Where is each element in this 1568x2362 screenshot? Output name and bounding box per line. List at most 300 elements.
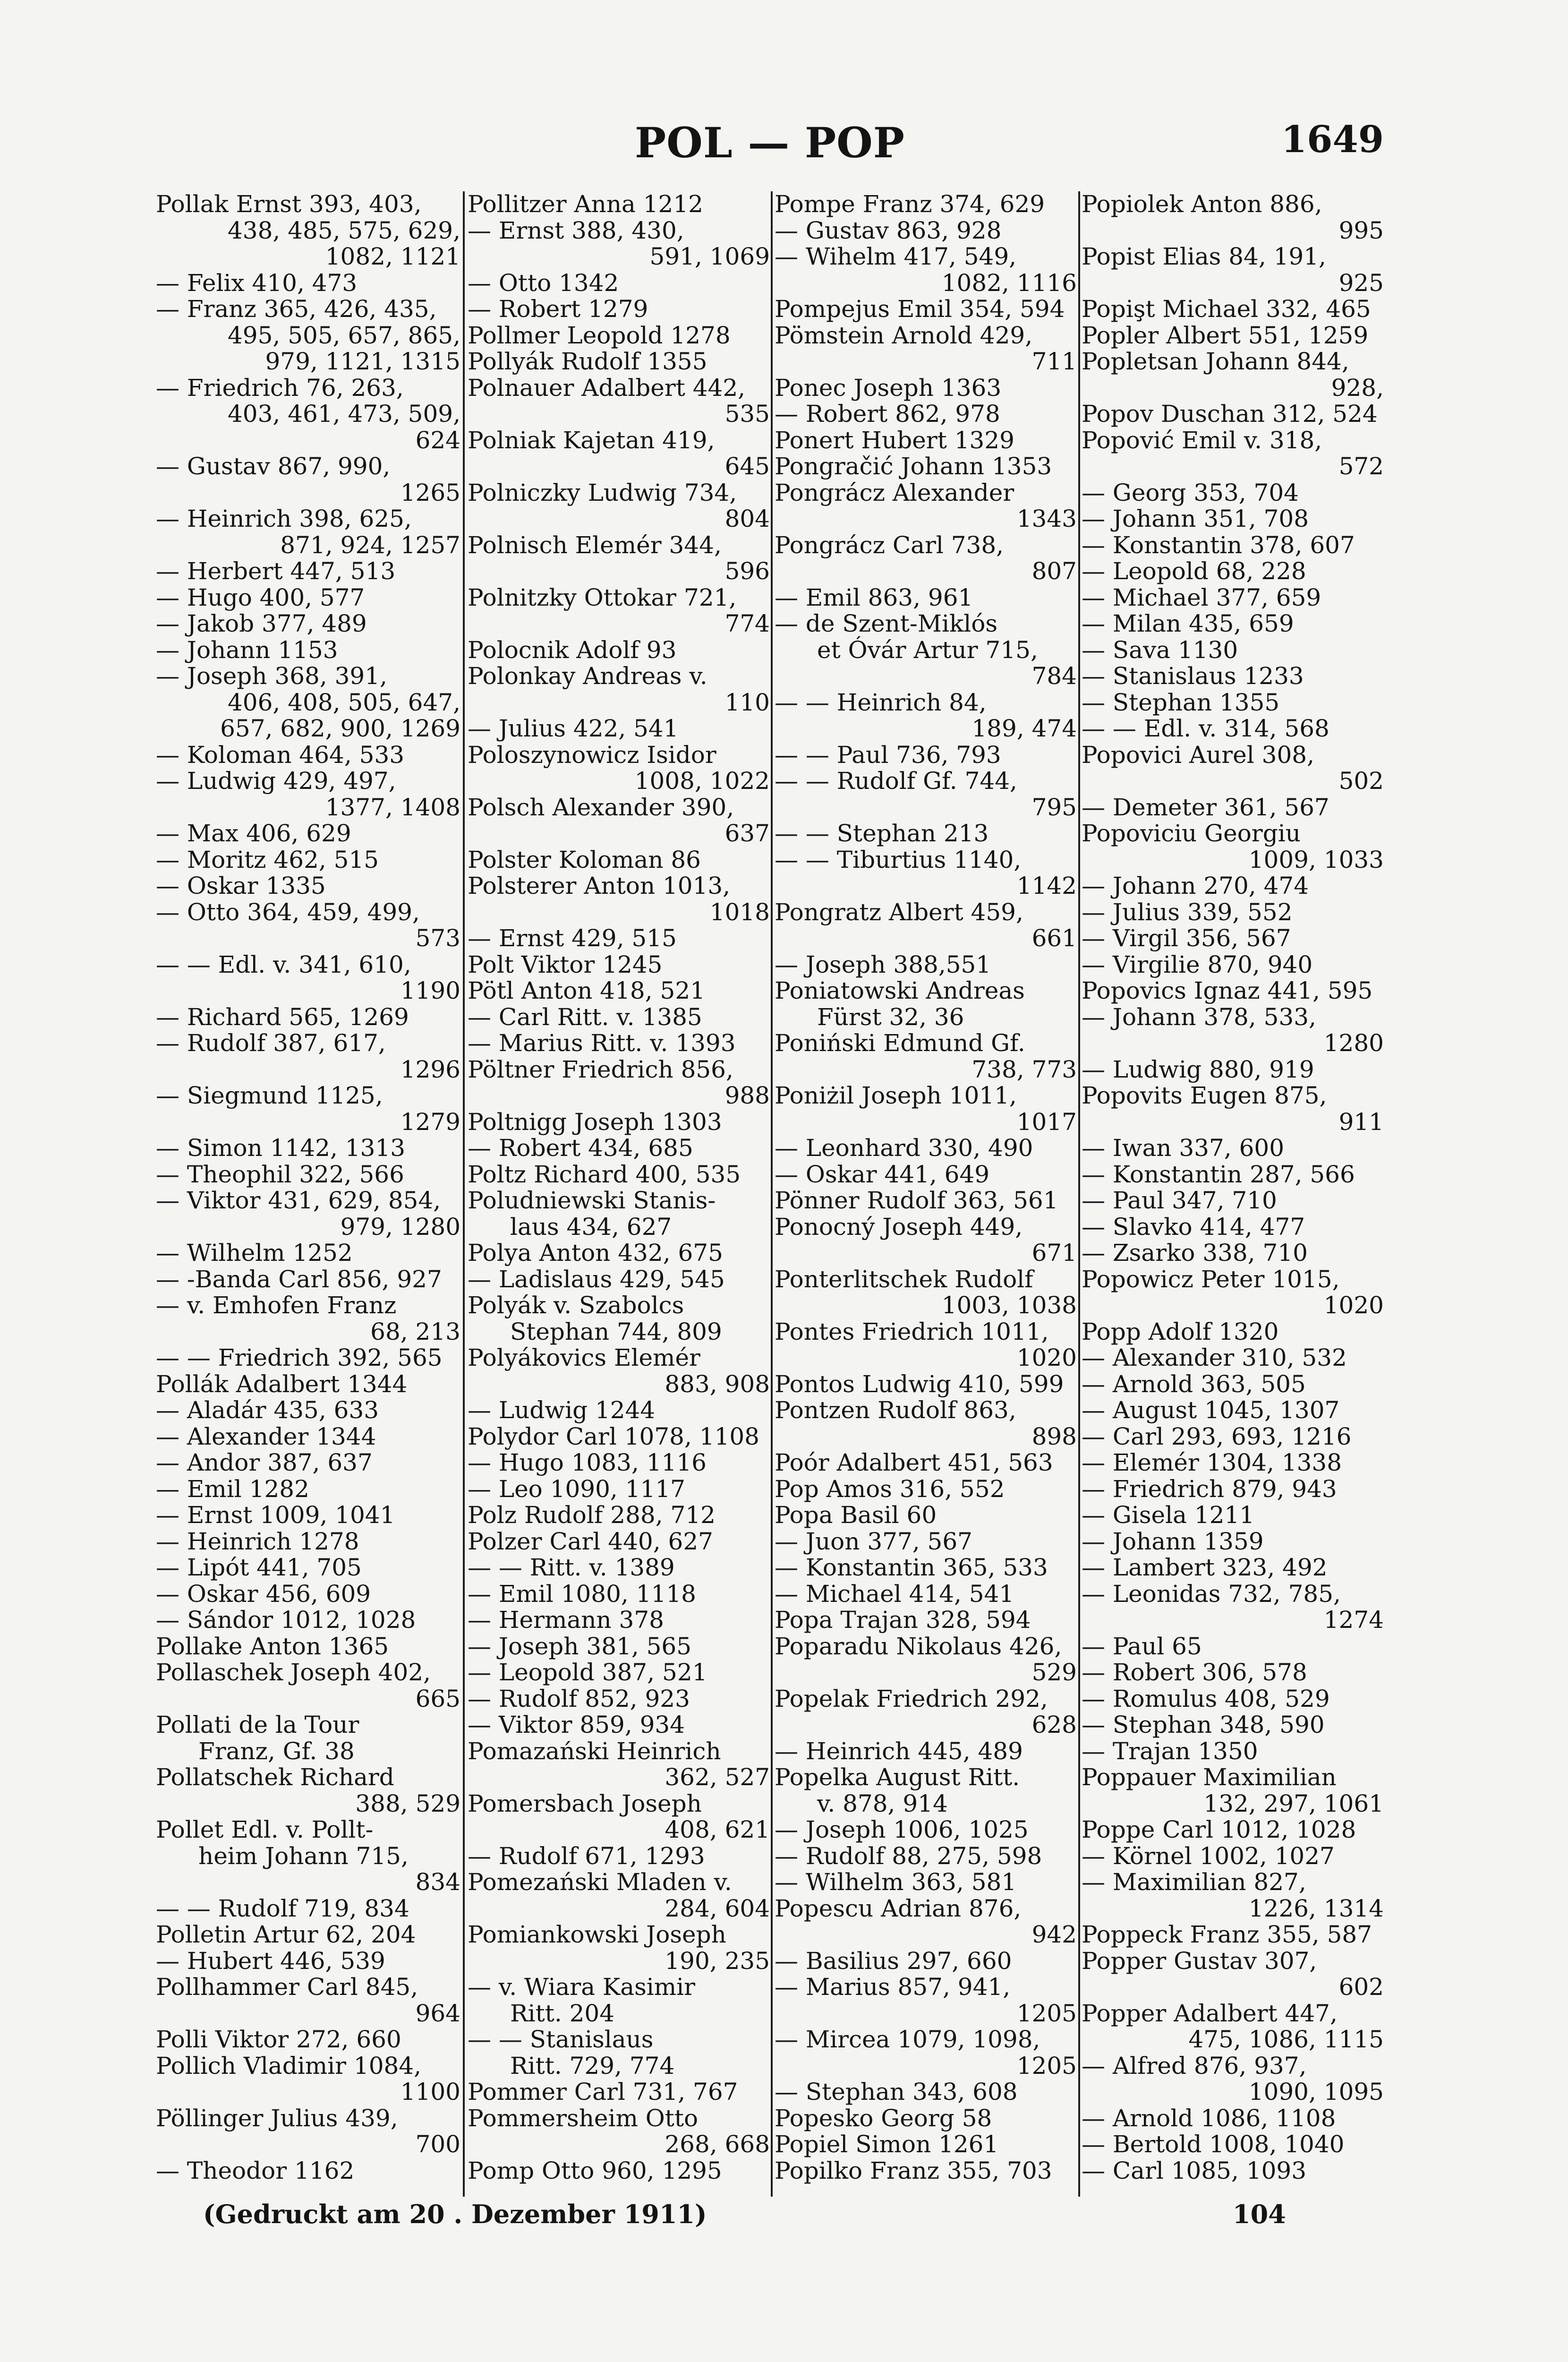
index-entry: 784 <box>1031 662 1077 690</box>
index-entry: Polonkay Andreas v. <box>468 662 707 690</box>
index-entry: 795 <box>1031 793 1077 821</box>
index-entry: 132, 297, 1061 <box>1203 1789 1384 1817</box>
index-entry: Ponert Hubert 1329 <box>775 426 1014 454</box>
index-entry: — — Rudolf Gf. 744, <box>775 767 1017 795</box>
index-entry: 408, 621 <box>665 1816 770 1843</box>
index-entry: 284, 604 <box>665 1894 770 1922</box>
index-entry: — Maximilian 827, <box>1082 1868 1306 1896</box>
index-entry: — Marius Ritt. v. 1393 <box>468 1029 736 1057</box>
index-entry: — Ladislaus 429, 545 <box>468 1265 725 1293</box>
index-entry: Popowicz Peter 1015, <box>1082 1265 1340 1293</box>
index-entry: Pongračić Johann 1353 <box>775 453 1052 480</box>
index-entry: Poppeck Franz 355, 587 <box>1082 1921 1372 1948</box>
index-entry: — Gustav 867, 990, <box>156 453 391 480</box>
index-entry: Popesko Georg 58 <box>775 2104 992 2132</box>
index-entry: Pollet Edl. v. Pollt- <box>156 1816 374 1843</box>
index-entry: 964 <box>415 1999 460 2027</box>
index-entry: — Heinrich 445, 489 <box>775 1737 1023 1765</box>
index-entry: — Viktor 431, 629, 854, <box>156 1187 441 1214</box>
index-entry: 1082, 1116 <box>941 269 1077 297</box>
index-entry: 475, 1086, 1115 <box>1188 2026 1384 2053</box>
index-entry: Poludniewski Stanis- <box>468 1187 716 1214</box>
index-entry: — Viktor 859, 934 <box>468 1711 685 1738</box>
index-entry: Popov Duschan 312, 524 <box>1082 400 1378 428</box>
index-entry: Pollhammer Carl 845, <box>156 1973 418 2001</box>
index-entry: laus 434, 627 <box>510 1213 672 1241</box>
index-entry: — Robert 306, 578 <box>1082 1659 1307 1686</box>
index-entry: — Rudolf 852, 923 <box>468 1685 690 1712</box>
index-entry: — — Friedrich 392, 565 <box>156 1344 443 1371</box>
index-entry: Ponterlitschek Rudolf <box>775 1265 1033 1293</box>
index-columns <box>156 191 1384 2197</box>
index-entry: Pöllinger Julius 439, <box>156 2104 398 2132</box>
index-column-1 <box>156 191 460 2197</box>
index-entry: 657, 682, 900, 1269 <box>220 715 460 742</box>
index-entry: Poppauer Maximilian <box>1082 1763 1337 1791</box>
index-entry: 1003, 1038 <box>941 1292 1077 1319</box>
index-entry: — Moritz 462, 515 <box>156 846 379 873</box>
index-entry: — Theodor 1162 <box>156 2157 355 2184</box>
index-entry: — Leonhard 330, 490 <box>775 1134 1033 1162</box>
index-entry: Pommer Carl 731, 767 <box>468 2078 738 2105</box>
index-entry: 1009, 1033 <box>1248 846 1384 873</box>
index-entry: — August 1045, 1307 <box>1082 1396 1340 1424</box>
index-entry: — Friedrich 879, 943 <box>1082 1475 1337 1503</box>
index-entry: — Johann 351, 708 <box>1082 505 1309 532</box>
index-entry: — Stephan 348, 590 <box>1082 1711 1325 1738</box>
index-entry: — Rudolf 671, 1293 <box>468 1842 705 1870</box>
index-entry: — Stephan 1355 <box>1082 688 1280 716</box>
index-entry: — — Tiburtius 1140, <box>775 846 1022 873</box>
index-entry: — Emil 863, 961 <box>775 583 973 611</box>
index-entry: — Konstantin 378, 607 <box>1082 531 1355 559</box>
index-entry: — Slavko 414, 477 <box>1082 1213 1305 1241</box>
index-entry: Poniatowski Andreas <box>775 977 1025 1004</box>
index-entry: Ritt. 729, 774 <box>510 2052 675 2080</box>
index-entry: — Julius 339, 552 <box>1082 898 1293 926</box>
index-entry: heim Johann 715, <box>198 1842 409 1870</box>
index-entry: Popiel Simon 1261 <box>775 2131 999 2158</box>
column-divider <box>463 191 465 2197</box>
index-entry: — Carl 293, 693, 1216 <box>1082 1422 1352 1450</box>
index-entry: Pömstein Arnold 429, <box>775 321 1033 349</box>
index-entry: Popovits Eugen 875, <box>1082 1082 1327 1109</box>
index-entry: — Johann 1153 <box>156 636 338 664</box>
index-entry: — Carl Ritt. v. 1385 <box>468 1003 702 1031</box>
index-entry: Fürst 32, 36 <box>817 1003 964 1031</box>
index-entry: 573 <box>415 924 460 952</box>
index-entry: 738, 773 <box>971 1055 1077 1083</box>
index-entry: Pomazański Heinrich <box>468 1737 721 1765</box>
index-entry: Poloszynowicz Isidor <box>468 741 716 769</box>
index-entry: — — Stephan 213 <box>775 820 989 847</box>
index-entry: — Arnold 1086, 1108 <box>1082 2104 1336 2132</box>
index-entry: Polnauer Adalbert 442, <box>468 374 746 402</box>
index-entry: 807 <box>1031 557 1077 585</box>
index-entry: 1205 <box>1016 2052 1077 2080</box>
index-entry: Pontzen Rudolf 863, <box>775 1396 1016 1424</box>
index-entry: — Ludwig 880, 919 <box>1082 1055 1314 1083</box>
index-entry: — Herbert 447, 513 <box>156 557 396 585</box>
index-entry: Polydor Carl 1078, 1108 <box>468 1422 759 1450</box>
index-entry: Popelak Friedrich 292, <box>775 1685 1048 1712</box>
index-entry: 628 <box>1031 1711 1077 1738</box>
index-entry: — Andor 387, 637 <box>156 1449 373 1476</box>
column-divider <box>771 191 773 2197</box>
index-entry: — Trajan 1350 <box>1082 1737 1258 1765</box>
index-entry: Pollak Ernst 393, 403, <box>156 191 422 218</box>
index-entry: Pomezański Mladen v. <box>468 1868 732 1896</box>
index-entry: Pongratz Albert 459, <box>775 898 1023 926</box>
index-entry: Popişt Michael 332, 465 <box>1082 295 1371 323</box>
index-entry: — Paul 65 <box>1082 1632 1202 1660</box>
index-entry: — Michael 414, 541 <box>775 1580 1014 1608</box>
index-entry: 502 <box>1338 767 1384 795</box>
index-entry: et Óvár Artur 715, <box>817 636 1038 664</box>
index-entry: — Wilhelm 363, 581 <box>775 1868 1017 1896</box>
index-entry: 110 <box>724 688 770 716</box>
index-entry: — Iwan 337, 600 <box>1082 1134 1285 1162</box>
index-entry: 403, 461, 473, 509, <box>228 400 460 428</box>
index-entry: 871, 924, 1257 <box>280 531 460 559</box>
index-entry: — Robert 434, 685 <box>468 1134 693 1162</box>
index-entry: 624 <box>415 426 460 454</box>
index-entry: 572 <box>1338 453 1384 480</box>
index-entry: — Basilius 297, 660 <box>775 1947 1012 1975</box>
index-column-2 <box>468 191 770 2197</box>
index-entry: — — Ritt. v. 1389 <box>468 1554 675 1581</box>
index-entry: — Michael 377, 659 <box>1082 583 1321 611</box>
index-entry: — — Edl. v. 341, 610, <box>156 950 411 978</box>
index-entry: Popper Gustav 307, <box>1082 1947 1317 1975</box>
index-entry: 898 <box>1031 1422 1077 1450</box>
index-entry: — Elemér 1304, 1338 <box>1082 1449 1342 1476</box>
index-column-3 <box>775 191 1077 2197</box>
index-entry: 68, 213 <box>370 1318 460 1345</box>
index-entry: — Ernst 1009, 1041 <box>156 1501 395 1529</box>
index-entry: — Hugo 400, 577 <box>156 583 365 611</box>
index-entry: — Wihelm 417, 549, <box>775 243 1017 270</box>
index-entry: — Jakob 377, 489 <box>156 610 367 637</box>
index-entry: Pollake Anton 1365 <box>156 1632 389 1660</box>
index-entry: — Bertold 1008, 1040 <box>1082 2131 1345 2158</box>
index-entry: Ponec Joseph 1363 <box>775 374 1002 402</box>
index-entry: Franz, Gf. 38 <box>198 1737 355 1765</box>
index-entry: 529 <box>1031 1659 1077 1686</box>
index-entry: Stephan 744, 809 <box>510 1318 722 1345</box>
index-entry: Popilko Franz 355, 703 <box>775 2157 1052 2184</box>
index-entry: Popović Emil v. 318, <box>1082 426 1322 454</box>
index-entry: — Julius 422, 541 <box>468 715 679 742</box>
index-entry: — Demeter 361, 567 <box>1082 793 1329 821</box>
index-entry: — Alexander 310, 532 <box>1082 1344 1347 1371</box>
index-entry: Popa Trajan 328, 594 <box>775 1606 1031 1634</box>
index-entry: Pomersbach Joseph <box>468 1789 702 1817</box>
index-entry: Popp Adolf 1320 <box>1082 1318 1279 1345</box>
index-entry: Pötl Anton 418, 521 <box>468 977 705 1004</box>
index-entry: — Johann 270, 474 <box>1082 872 1309 899</box>
index-entry: Pollich Vladimir 1084, <box>156 2052 422 2080</box>
index-entry: Polz Rudolf 288, 712 <box>468 1501 716 1529</box>
index-entry: Popler Albert 551, 1259 <box>1082 321 1369 349</box>
index-entry: 1020 <box>1323 1292 1384 1319</box>
index-entry: 1017 <box>1016 1108 1077 1136</box>
index-entry: — Carl 1085, 1093 <box>1082 2157 1307 2184</box>
index-entry: Pop Amos 316, 552 <box>775 1475 1005 1503</box>
index-entry: — Lipót 441, 705 <box>156 1554 362 1581</box>
index-entry: 1190 <box>400 977 460 1004</box>
index-entry: 988 <box>724 1082 770 1109</box>
index-entry: — v. Wiara Kasimir <box>468 1973 696 2001</box>
index-entry: Pompejus Emil 354, 594 <box>775 295 1065 323</box>
index-entry: Polyák v. Szabolcs <box>468 1292 684 1319</box>
index-entry: — Konstantin 287, 566 <box>1082 1160 1355 1188</box>
index-entry: — Ernst 388, 430, <box>468 216 684 244</box>
index-entry: Popovics Ignaz 441, 595 <box>1082 977 1373 1004</box>
index-entry: Pomiankowski Joseph <box>468 1921 726 1948</box>
index-entry: Polt Viktor 1245 <box>468 950 663 978</box>
index-entry: 925 <box>1338 269 1384 297</box>
index-entry: — Richard 565, 1269 <box>156 1003 409 1031</box>
index-entry: 388, 529 <box>355 1789 460 1817</box>
index-entry: 1296 <box>400 1055 460 1083</box>
index-column-4 <box>1082 191 1384 2197</box>
index-entry: Polyákovics Elemér <box>468 1344 700 1371</box>
index-entry: — Joseph 388,551 <box>775 950 991 978</box>
index-entry: Pontes Friedrich 1011, <box>775 1318 1049 1345</box>
index-entry: Popper Adalbert 447, <box>1082 1999 1338 2027</box>
index-entry: — Mircea 1079, 1098, <box>775 2026 1040 2053</box>
index-entry: — Emil 1282 <box>156 1475 309 1503</box>
index-entry: — Theophil 322, 566 <box>156 1160 404 1188</box>
index-entry: Poltnigg Joseph 1303 <box>468 1108 722 1136</box>
print-note: (Gedruckt am 20 . Dezember 1911) <box>203 2199 707 2229</box>
index-entry: — Ludwig 429, 497, <box>156 767 396 795</box>
index-entry: v. 878, 914 <box>817 1789 948 1817</box>
index-entry: — — Stanislaus <box>468 2026 654 2053</box>
index-entry: 1082, 1121 <box>325 243 460 270</box>
index-entry: 362, 527 <box>665 1763 770 1791</box>
index-entry: Polsch Alexander 390, <box>468 793 734 821</box>
index-entry: — Otto 1342 <box>468 269 619 297</box>
index-entry: — Milan 435, 659 <box>1082 610 1294 637</box>
index-entry: Pöltner Friedrich 856, <box>468 1055 733 1083</box>
page-header <box>156 118 1384 170</box>
index-entry: — Leopold 68, 228 <box>1082 557 1306 585</box>
index-entry: Polniak Kajetan 419, <box>468 426 715 454</box>
index-entry: Pongrácz Alexander <box>775 479 1014 506</box>
index-entry: — Joseph 381, 565 <box>468 1632 692 1660</box>
index-entry: — v. Emhofen Franz <box>156 1292 397 1319</box>
index-entry: — Siegmund 1125, <box>156 1082 383 1109</box>
index-entry: Pollatschek Richard <box>156 1763 394 1791</box>
index-entry: — Konstantin 365, 533 <box>775 1554 1048 1581</box>
index-entry: — Zsarko 338, 710 <box>1082 1239 1308 1267</box>
index-entry: — Johann 378, 533, <box>1082 1003 1316 1031</box>
index-entry: — Alexander 1344 <box>156 1422 376 1450</box>
page-title: POL — POP <box>635 118 905 167</box>
index-entry: — Paul 347, 710 <box>1082 1187 1277 1214</box>
index-entry: — Oskar 1335 <box>156 872 326 899</box>
index-entry: — Virgilie 870, 940 <box>1082 950 1313 978</box>
index-entry: Pollák Adalbert 1344 <box>156 1370 408 1398</box>
index-entry: — Alfred 876, 937, <box>1082 2052 1307 2080</box>
index-entry: — Joseph 1006, 1025 <box>775 1816 1029 1843</box>
index-entry: 1274 <box>1323 1606 1384 1634</box>
index-entry: Pollati de la Tour <box>156 1711 359 1738</box>
index-entry: Poparadu Nikolaus 426, <box>775 1632 1062 1660</box>
index-entry: — — Heinrich 84, <box>775 688 987 716</box>
index-entry: — Hubert 446, 539 <box>156 1947 385 1975</box>
index-entry: Popletsan Johann 844, <box>1082 348 1349 375</box>
index-entry: 804 <box>724 505 770 532</box>
index-entry: 535 <box>724 400 770 428</box>
index-entry: — Romulus 408, 529 <box>1082 1685 1330 1712</box>
index-entry: Popovici Aurel 308, <box>1082 741 1314 769</box>
index-entry: 911 <box>1338 1108 1384 1136</box>
index-entry: 1008, 1022 <box>634 767 770 795</box>
index-entry: — Max 406, 629 <box>156 820 351 847</box>
index-entry: Polniczky Ludwig 734, <box>468 479 737 506</box>
index-entry: Popelka August Ritt. <box>775 1763 1020 1791</box>
index-entry: 406, 408, 505, 647, <box>228 688 460 716</box>
index-entry: 637 <box>724 820 770 847</box>
index-entry: — Heinrich 1278 <box>156 1527 359 1555</box>
index-entry: 979, 1280 <box>340 1213 460 1241</box>
index-entry: — — Paul 736, 793 <box>775 741 1001 769</box>
index-entry: Pongrácz Carl 738, <box>775 531 1004 559</box>
index-entry: Polzer Carl 440, 627 <box>468 1527 713 1555</box>
index-entry: 671 <box>1031 1239 1077 1267</box>
index-entry: Popa Basil 60 <box>775 1501 937 1529</box>
index-entry: — Juon 377, 567 <box>775 1527 972 1555</box>
index-entry: Poltz Richard 400, 535 <box>468 1160 741 1188</box>
index-entry: — Aladár 435, 633 <box>156 1396 379 1424</box>
index-entry: 774 <box>724 610 770 637</box>
index-entry: 942 <box>1031 1921 1077 1948</box>
index-entry: — Rudolf 387, 617, <box>156 1029 386 1057</box>
index-entry: 591, 1069 <box>649 243 770 270</box>
index-entry: — Koloman 464, 533 <box>156 741 405 769</box>
index-entry: 1100 <box>400 2078 460 2105</box>
index-entry: — — Edl. v. 314, 568 <box>1082 715 1329 742</box>
index-entry: 1020 <box>1016 1344 1077 1371</box>
index-entry: — Leopold 387, 521 <box>468 1659 707 1686</box>
index-entry: 190, 235 <box>665 1947 770 1975</box>
index-entry: 979, 1121, 1315 <box>265 348 460 375</box>
index-entry: 711 <box>1031 348 1077 375</box>
index-entry: Polster Koloman 86 <box>468 846 701 873</box>
index-entry: Polya Anton 432, 675 <box>468 1239 723 1267</box>
index-entry: 602 <box>1338 1973 1384 2001</box>
index-entry: — Johann 1359 <box>1082 1527 1264 1555</box>
index-entry: Polletin Artur 62, 204 <box>156 1921 416 1948</box>
index-entry: — Ludwig 1244 <box>468 1396 656 1424</box>
index-entry: Poniński Edmund Gf. <box>775 1029 1025 1057</box>
index-entry: Pontos Ludwig 410, 599 <box>775 1370 1064 1398</box>
index-entry: — Georg 353, 704 <box>1082 479 1299 506</box>
index-entry: 495, 505, 657, 865, <box>228 321 460 349</box>
index-entry: 1343 <box>1016 505 1077 532</box>
index-entry: Pollmer Leopold 1278 <box>468 321 731 349</box>
index-entry: 1280 <box>1323 1029 1384 1057</box>
index-entry: Polocnik Adolf 93 <box>468 636 677 664</box>
index-entry: 645 <box>724 453 770 480</box>
page-number: 1649 <box>1281 118 1384 161</box>
index-entry: — Hermann 378 <box>468 1606 664 1634</box>
index-entry: — Franz 365, 426, 435, <box>156 295 437 323</box>
index-entry: — Robert 862, 978 <box>775 400 1000 428</box>
index-entry: 665 <box>415 1685 460 1712</box>
index-entry: Poppe Carl 1012, 1028 <box>1082 1816 1356 1843</box>
index-entry: — Otto 364, 459, 499, <box>156 898 420 926</box>
index-entry: 189, 474 <box>971 715 1077 742</box>
index-entry: Popescu Adrian 876, <box>775 1894 1022 1922</box>
index-entry: 596 <box>724 557 770 585</box>
index-entry: Ponocný Joseph 449, <box>775 1213 1023 1241</box>
index-entry: 883, 908 <box>665 1370 770 1398</box>
index-entry: 834 <box>415 1868 460 1896</box>
index-entry: 1226, 1314 <box>1248 1894 1384 1922</box>
index-entry: Poór Adalbert 451, 563 <box>775 1449 1053 1476</box>
index-entry: 1205 <box>1016 1999 1077 2027</box>
index-entry: 700 <box>415 2131 460 2158</box>
index-entry: — Körnel 1002, 1027 <box>1082 1842 1335 1870</box>
index-entry: — Marius 857, 941, <box>775 1973 1011 2001</box>
index-entry: Pollyák Rudolf 1355 <box>468 348 707 375</box>
index-entry: — Emil 1080, 1118 <box>468 1580 696 1608</box>
index-entry: 438, 485, 575, 629, <box>228 216 460 244</box>
index-entry: — Friedrich 76, 263, <box>156 374 404 402</box>
index-entry: Popoviciu Georgiu <box>1082 820 1301 847</box>
index-entry: — Lambert 323, 492 <box>1082 1554 1328 1581</box>
index-entry: — Gisela 1211 <box>1082 1501 1255 1529</box>
index-entry: — Stanislaus 1233 <box>1082 662 1304 690</box>
index-entry: — Virgil 356, 567 <box>1082 924 1291 952</box>
index-entry: — Gustav 863, 928 <box>775 216 1002 244</box>
index-entry: Pollitzer Anna 1212 <box>468 191 703 218</box>
index-entry: — Ernst 429, 515 <box>468 924 677 952</box>
index-entry: 995 <box>1338 216 1384 244</box>
index-entry: Polli Viktor 272, 660 <box>156 2026 401 2053</box>
index-entry: Popist Elias 84, 191, <box>1082 243 1326 270</box>
index-entry: 1377, 1408 <box>325 793 460 821</box>
index-entry: — de Szent-Miklós <box>775 610 997 637</box>
index-entry: 661 <box>1031 924 1077 952</box>
index-entry: Ritt. 204 <box>510 1999 615 2027</box>
index-entry: Pompe Franz 374, 629 <box>775 191 1045 218</box>
index-entry: Pommersheim Otto <box>468 2104 699 2132</box>
column-divider <box>1078 191 1080 2197</box>
index-entry: — Leo 1090, 1117 <box>468 1475 685 1503</box>
index-entry: 1265 <box>400 479 460 506</box>
index-entry: — -Banda Carl 856, 927 <box>156 1265 442 1293</box>
index-entry: — — Rudolf 719, 834 <box>156 1894 409 1922</box>
index-entry: 268, 668 <box>665 2131 770 2158</box>
index-entry: Polnitzky Ottokar 721, <box>468 583 737 611</box>
index-entry: 1279 <box>400 1108 460 1136</box>
index-entry: — Hugo 1083, 1116 <box>468 1449 707 1476</box>
index-entry: 928, <box>1331 374 1384 402</box>
index-entry: — Arnold 363, 505 <box>1082 1370 1306 1398</box>
index-entry: Poniżil Joseph 1011, <box>775 1082 1017 1109</box>
index-entry: — Oskar 441, 649 <box>775 1160 990 1188</box>
index-entry: 1142 <box>1016 872 1077 899</box>
index-entry: — Robert 1279 <box>468 295 648 323</box>
index-entry: — Joseph 368, 391, <box>156 662 387 690</box>
index-entry: — Simon 1142, 1313 <box>156 1134 406 1162</box>
index-entry: Pönner Rudolf 363, 561 <box>775 1187 1058 1214</box>
